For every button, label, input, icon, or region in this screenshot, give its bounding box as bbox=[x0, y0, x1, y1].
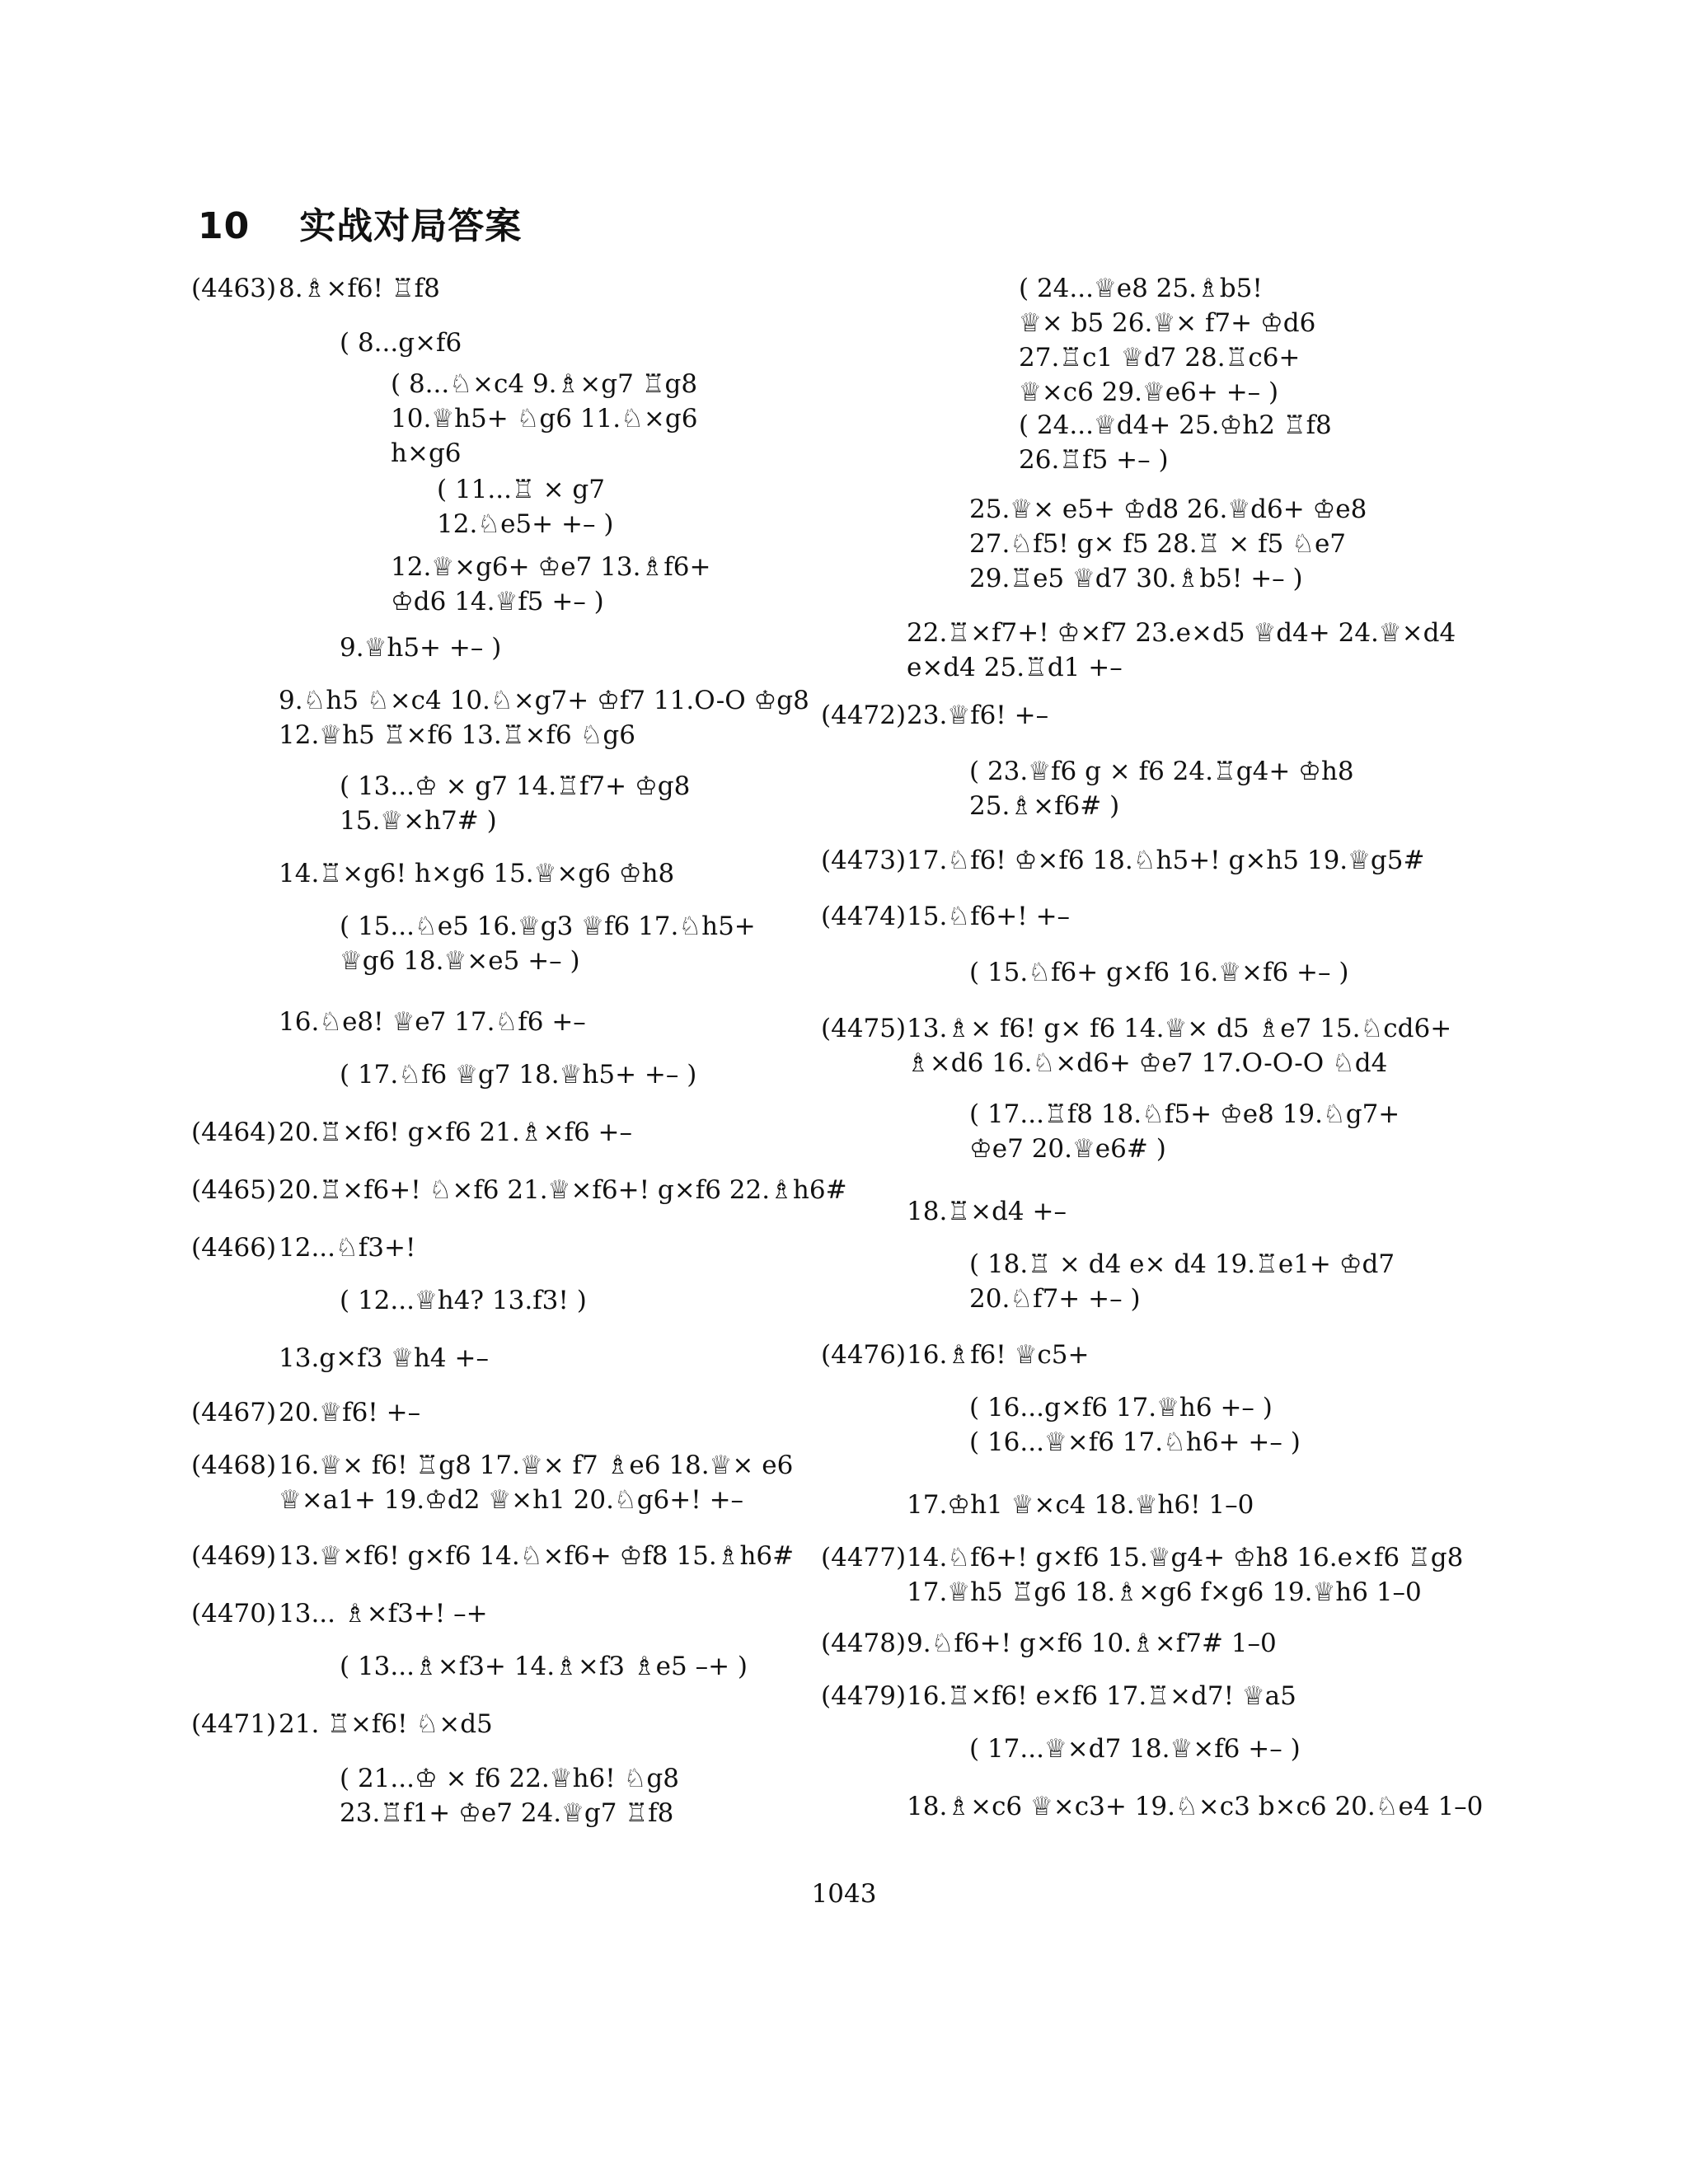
move-line: 18.♗×c6 ♕×c3+ 19.♘×c3 b×c6 20.♘e4 1–0 bbox=[907, 1792, 1484, 1821]
move-line: 17.♔h1 ♕×c4 18.♕h6! 1–0 bbox=[907, 1490, 1254, 1520]
move-line: ♕×a1+ 19.♔d2 ♕×h1 20.♘g6+! +– bbox=[279, 1485, 744, 1515]
problem-number: (4472) bbox=[821, 701, 907, 730]
move-line: 20.♕f6! +– bbox=[279, 1398, 421, 1427]
move-line: 10.♕h5+ ♘g6 11.♘×g6 bbox=[391, 404, 698, 434]
problem-number: (4467) bbox=[191, 1398, 277, 1427]
section-number: 10 bbox=[198, 205, 251, 247]
move-line: ♗×d6 16.♘×d6+ ♔e7 17.O-O-O ♘d4 bbox=[907, 1048, 1388, 1078]
move-line: 27.♖c1 ♕d7 28.♖c6+ bbox=[1019, 343, 1301, 373]
problem-number: (4475) bbox=[821, 1014, 907, 1043]
move-line: 25.♕× e5+ ♔d8 26.♕d6+ ♔e8 bbox=[969, 494, 1367, 524]
problem-number: (4468) bbox=[191, 1451, 277, 1480]
move-line: e×d4 25.♖d1 +– bbox=[907, 653, 1123, 682]
move-line: ( 17...♕×d7 18.♕×f6 +– ) bbox=[969, 1734, 1301, 1764]
move-line: 14.♖×g6! h×g6 15.♕×g6 ♔h8 bbox=[279, 859, 675, 888]
move-line: 12...♘f3+! bbox=[279, 1233, 416, 1263]
problem-number: (4470) bbox=[191, 1599, 277, 1629]
move-line: 9.♕h5+ +– ) bbox=[340, 633, 502, 663]
move-line: 12.♘e5+ +– ) bbox=[437, 509, 614, 539]
problem-number: (4474) bbox=[821, 902, 907, 931]
move-line: ( 17.♘f6 ♕g7 18.♕h5+ +– ) bbox=[340, 1060, 697, 1090]
move-line: 9.♘h5 ♘×c4 10.♘×g7+ ♔f7 11.O-O ♔g8 bbox=[279, 686, 809, 715]
move-line: ( 15.♘f6+ g×f6 16.♕×f6 +– ) bbox=[969, 958, 1349, 987]
problem-number: (4471) bbox=[191, 1709, 277, 1739]
section-heading bbox=[198, 196, 522, 249]
move-line: ( 16...g×f6 17.♕h6 +– ) bbox=[969, 1393, 1273, 1422]
move-line: 12.♕h5 ♖×f6 13.♖×f6 ♘g6 bbox=[279, 720, 635, 750]
move-line: 16.♕× f6! ♖g8 17.♕× f7 ♗e6 18.♕× e6 bbox=[279, 1451, 794, 1480]
move-line: 21. ♖×f6! ♘×d5 bbox=[279, 1709, 493, 1739]
problem-number: (4469) bbox=[191, 1541, 277, 1571]
move-line: ( 15...♘e5 16.♕g3 ♕f6 17.♘h5+ bbox=[340, 912, 756, 941]
problem-number: (4465) bbox=[191, 1175, 277, 1205]
move-line: 13... ♗×f3+! –+ bbox=[279, 1599, 488, 1629]
move-line: 15.♕×h7# ) bbox=[340, 806, 497, 836]
move-line: 16.♗f6! ♕c5+ bbox=[907, 1340, 1090, 1370]
move-line: ( 24...♕d4+ 25.♔h2 ♖f8 bbox=[1019, 410, 1332, 440]
move-line: 27.♘f5! g× f5 28.♖ × f5 ♘e7 bbox=[969, 529, 1347, 559]
move-line: ♕g6 18.♕×e5 +– ) bbox=[340, 946, 580, 976]
move-line: ( 21...♔ × f6 22.♕h6! ♘g8 bbox=[340, 1764, 679, 1793]
problem-number: (4473) bbox=[821, 846, 907, 875]
problem-number: (4464) bbox=[191, 1118, 277, 1147]
move-line: 13.♕×f6! g×f6 14.♘×f6+ ♔f8 15.♗h6# bbox=[279, 1541, 795, 1571]
move-line: 16.♘e8! ♕e7 17.♘f6 +– bbox=[279, 1007, 586, 1037]
move-line: 20.♖×f6+! ♘×f6 21.♕×f6+! g×f6 22.♗h6# bbox=[279, 1175, 847, 1205]
move-line: ♔e7 20.♕e6# ) bbox=[969, 1134, 1166, 1164]
move-line: 18.♖×d4 +– bbox=[907, 1197, 1067, 1226]
move-line: 14.♘f6+! g×f6 15.♕g4+ ♔h8 16.e×f6 ♖g8 bbox=[907, 1543, 1464, 1572]
move-line: ( 23.♕f6 g × f6 24.♖g4+ ♔h8 bbox=[969, 757, 1354, 786]
move-line: 22.♖×f7+! ♔×f7 23.e×d5 ♕d4+ 24.♕×d4 bbox=[907, 618, 1456, 648]
move-line: h×g6 bbox=[391, 438, 462, 468]
move-line: ♔d6 14.♕f5 +– ) bbox=[391, 587, 604, 616]
move-line: 20.♖×f6! g×f6 21.♗×f6 +– bbox=[279, 1118, 633, 1147]
move-line: 25.♗×f6# ) bbox=[969, 791, 1120, 821]
move-line: 17.♘f6! ♔×f6 18.♘h5+! g×h5 19.♕g5# bbox=[907, 846, 1425, 875]
move-line: 8.♗×f6! ♖f8 bbox=[279, 274, 440, 303]
move-line: ( 17...♖f8 18.♘f5+ ♔e8 19.♘g7+ bbox=[969, 1099, 1400, 1129]
move-line: 26.♖f5 +– ) bbox=[1019, 445, 1169, 475]
move-line: ( 13...♗×f3+ 14.♗×f3 ♗e5 –+ ) bbox=[340, 1652, 748, 1681]
section-title: 实战对局答案 bbox=[299, 205, 523, 247]
move-line: ( 24...♕e8 25.♗b5! bbox=[1019, 274, 1263, 303]
move-line: ( 8...♘×c4 9.♗×g7 ♖g8 bbox=[391, 369, 698, 399]
problem-number: (4479) bbox=[821, 1681, 907, 1711]
move-line: 23.♖f1+ ♔e7 24.♕g7 ♖f8 bbox=[340, 1798, 674, 1828]
move-line: ♕× b5 26.♕× f7+ ♔d6 bbox=[1019, 308, 1316, 338]
move-line: 17.♕h5 ♖g6 18.♗×g6 f×g6 19.♕h6 1–0 bbox=[907, 1577, 1422, 1607]
move-line: ( 16...♕×f6 17.♘h6+ +– ) bbox=[969, 1427, 1301, 1457]
move-line: 29.♖e5 ♕d7 30.♗b5! +– ) bbox=[969, 564, 1303, 593]
move-line: ( 18.♖ × d4 e× d4 19.♖e1+ ♔d7 bbox=[969, 1249, 1395, 1279]
problem-number: (4463) bbox=[191, 274, 277, 303]
move-line: 9.♘f6+! g×f6 10.♗×f7# 1–0 bbox=[907, 1629, 1277, 1658]
move-line: 12.♕×g6+ ♔e7 13.♗f6+ bbox=[391, 552, 711, 582]
move-line: ( 12...♕h4? 13.f3! ) bbox=[340, 1286, 587, 1315]
move-line: ( 13...♔ × g7 14.♖f7+ ♔g8 bbox=[340, 771, 691, 801]
move-line: 15.♘f6+! +– bbox=[907, 902, 1071, 931]
move-line: ( 8...g×f6 bbox=[340, 328, 462, 358]
problem-number: (4478) bbox=[821, 1629, 907, 1658]
move-line: 20.♘f7+ +– ) bbox=[969, 1284, 1141, 1314]
move-line: 16.♖×f6! e×f6 17.♖×d7! ♕a5 bbox=[907, 1681, 1296, 1711]
move-line: 13.♗× f6! g× f6 14.♕× d5 ♗e7 15.♘cd6+ bbox=[907, 1014, 1452, 1043]
problem-number: (4466) bbox=[191, 1233, 277, 1263]
move-line: 13.g×f3 ♕h4 +– bbox=[279, 1343, 489, 1373]
move-line: ♕×c6 29.♕e6+ +– ) bbox=[1019, 377, 1279, 407]
problem-number: (4476) bbox=[821, 1340, 907, 1370]
move-line: ( 11...♖ × g7 bbox=[437, 475, 605, 504]
move-line: 23.♕f6! +– bbox=[907, 701, 1049, 730]
page-number: 1043 bbox=[811, 1879, 877, 1909]
problem-number: (4477) bbox=[821, 1543, 907, 1572]
